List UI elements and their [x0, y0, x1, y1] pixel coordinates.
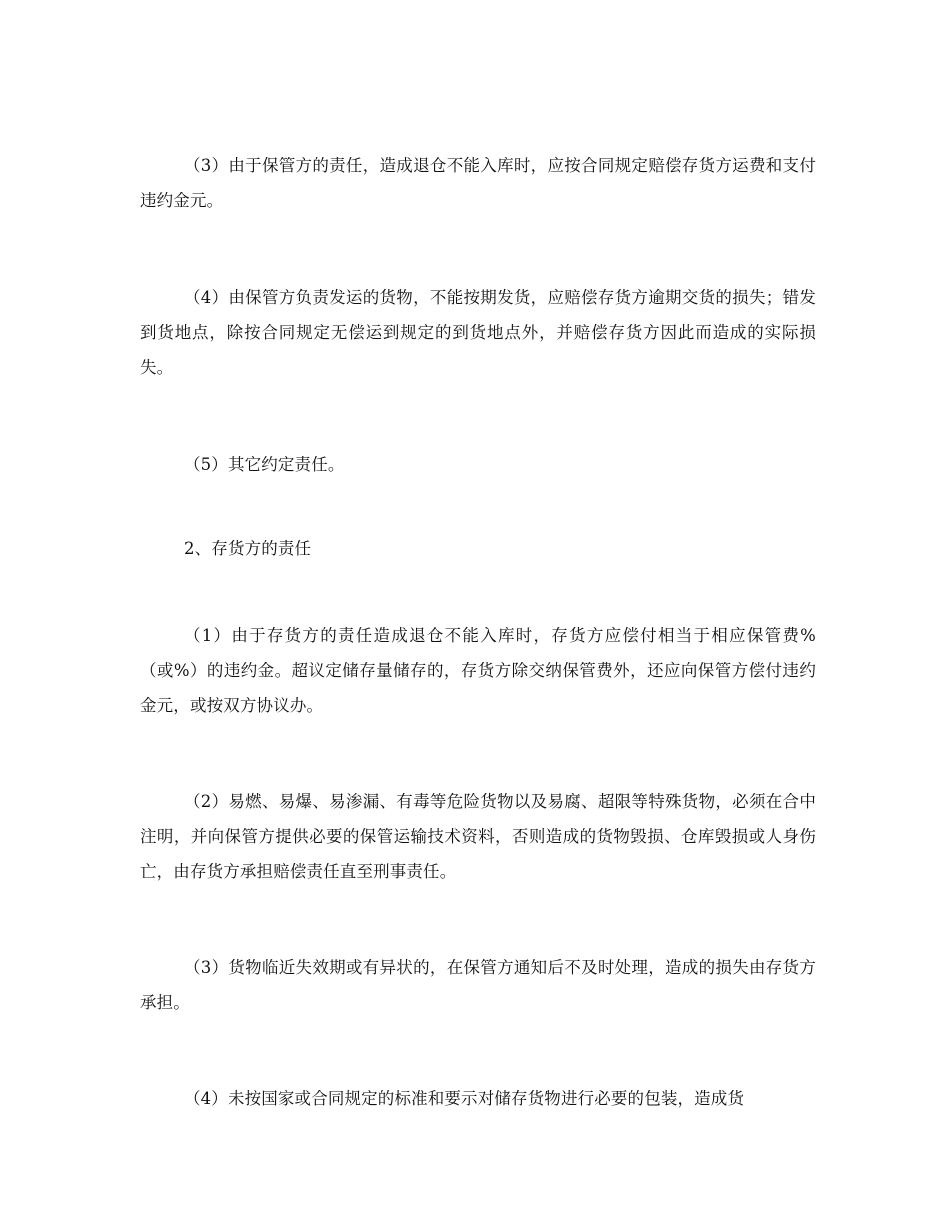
paragraph-depositor-liability-4: （4）未按国家或合同规定的标准和要示对储存货物进行必要的包装，造成货: [184, 1089, 745, 1108]
paragraph-depositor-liability-3: （3）货物临近失效期或有异状的，在保管方通知后不及时处理，造成的损失由存货方承担。: [140, 958, 816, 1012]
paragraph-keeper-liability-3: （3）由于保管方的责任，造成退仓不能入库时，应按合同规定赔偿存货方运费和支付违约金元。: [140, 156, 816, 210]
paragraph-keeper-liability-5: （5）其它约定责任。: [184, 455, 345, 474]
paragraph-keeper-liability-4: （4）由保管方负责发运的货物，不能按期发货，应赔偿存货方逾期交货的损失；错发到货地点，除按合同规定无偿运到规定的到货地点外，并赔偿存货方因此而造成的实际损失。: [140, 288, 816, 377]
section-heading-depositor-liability: 2、存货方的责任: [184, 539, 312, 558]
paragraph-depositor-liability-1: （1）由于存货方的责任造成退仓不能入库时，存货方应偿付相当于相应保管费%（或%）的违约金。超议定储存量储存的，存货方除交纳保管费外，还应向保管方偿付违约金元，或按双方协议办。: [140, 626, 816, 715]
paragraph-depositor-liability-2: （2）易燃、易爆、易渗漏、有毒等危险货物以及易腐、超限等特殊货物，必须在合中注明，并向保管方提供必要的保管运输技术资料，否则造成的货物毁损、仓库毁损或人身伤亡，由存货方承担赔偿责任直至刑事责任。: [140, 792, 816, 881]
